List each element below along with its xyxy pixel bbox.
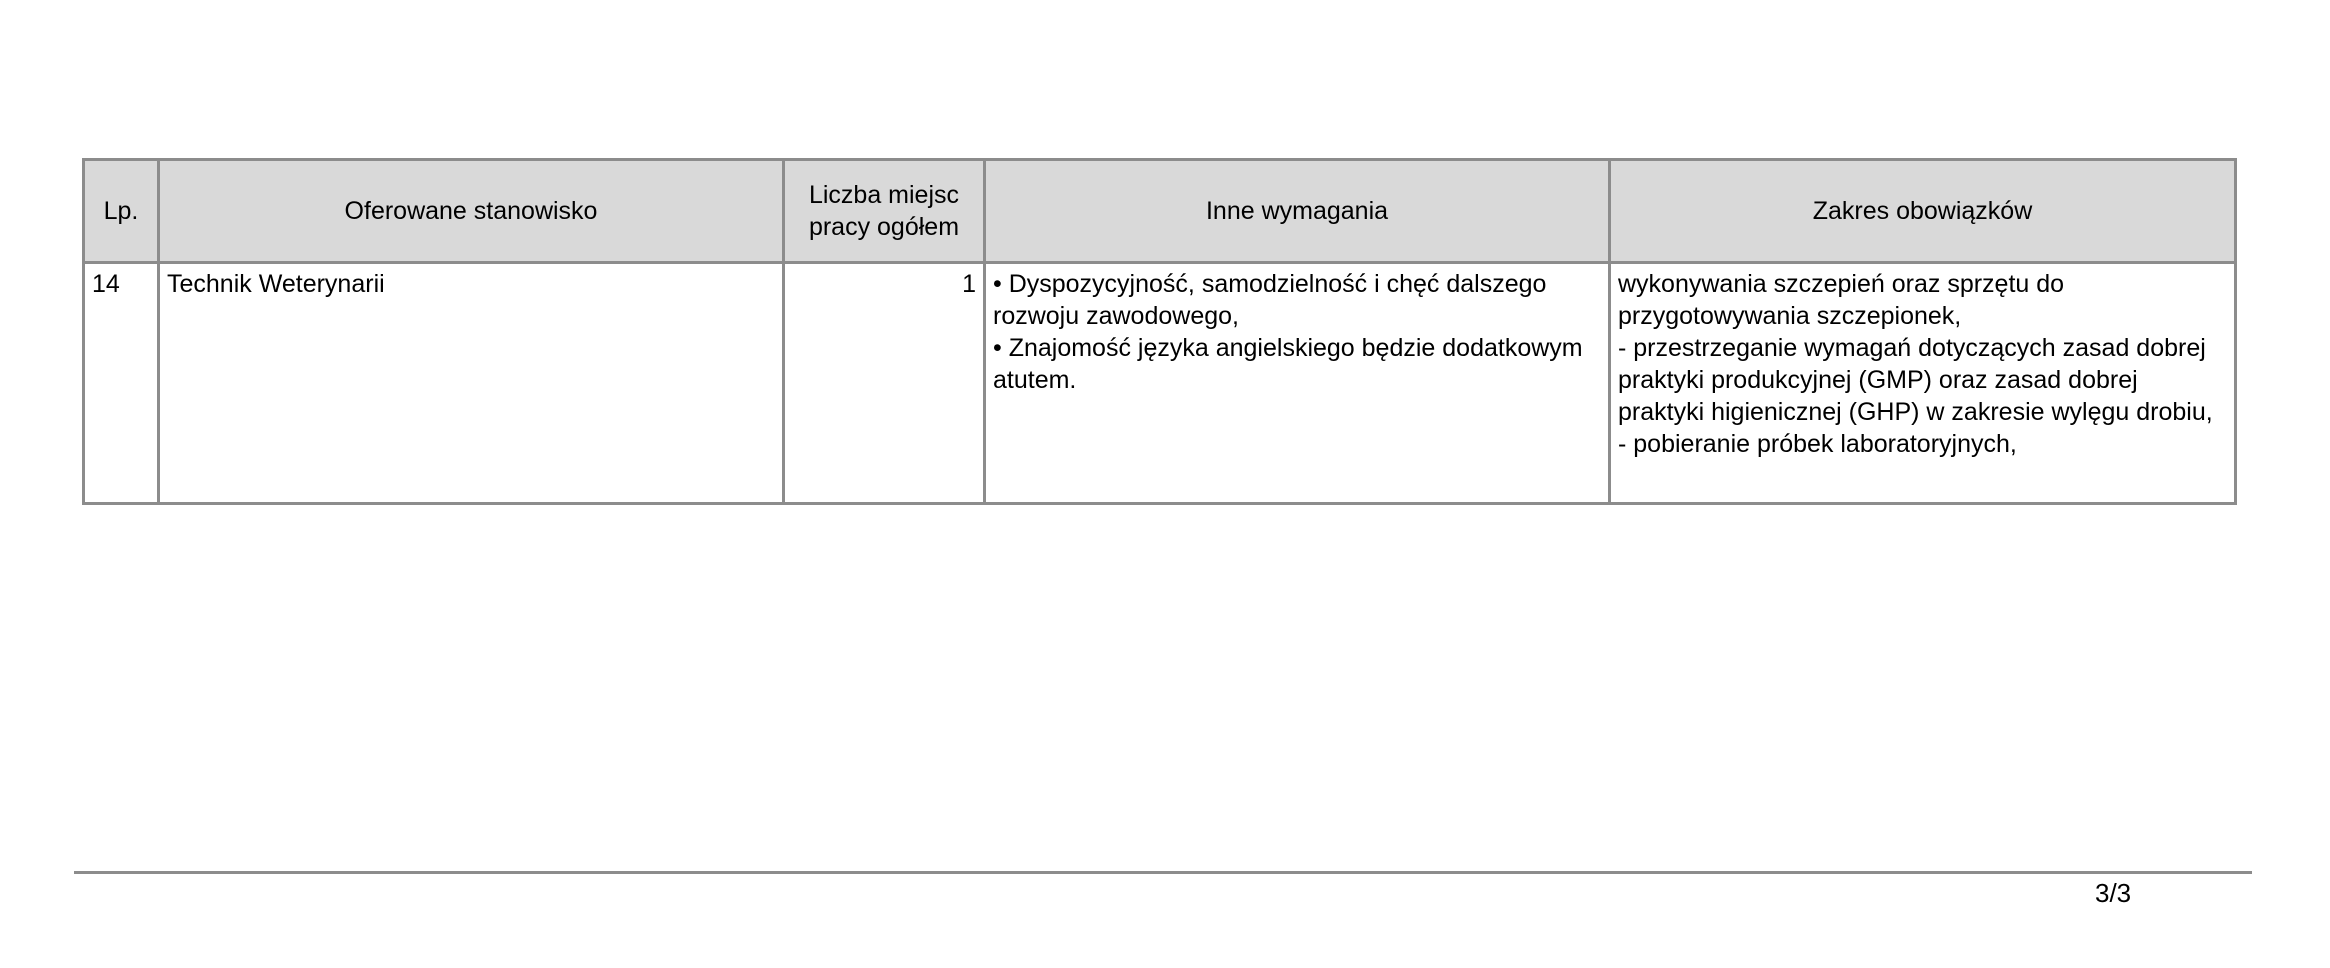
job-offers-table [82, 158, 2237, 505]
cell-duties: wykonywania szczepień oraz sprzętu do przygotowywania szczepionek, - przestrzeganie wymagań dotyczących zasad dobrej praktyki produkcyjnej (GMP) oraz zasad dobrej praktyki higienicznej (GHP) w zakresie wylęgu drobiu, - pobieranie próbek laboratoryjnych, [1610, 263, 2236, 504]
header-position: Oferowane stanowisko [159, 160, 784, 263]
cell-position: Technik Weterynarii [159, 263, 784, 504]
cell-places: 1 [784, 263, 985, 504]
header-places: Liczba miejsc pracy ogółem [784, 160, 985, 263]
cell-requirements: • Dyspozycyjność, samodzielność i chęć dalszego rozwoju zawodowego, • Znajomość języka angielskiego będzie dodatkowym atutem. [985, 263, 1610, 504]
table-header-row [84, 160, 2236, 263]
header-requirements: Inne wymagania [985, 160, 1610, 263]
footer-divider [74, 871, 2252, 874]
page-number: 3/3 [2095, 878, 2132, 908]
cell-lp: 14 [84, 263, 159, 504]
header-duties: Zakres obowiązków [1610, 160, 2236, 263]
table-row [84, 263, 2236, 504]
header-lp: Lp. [84, 160, 159, 263]
